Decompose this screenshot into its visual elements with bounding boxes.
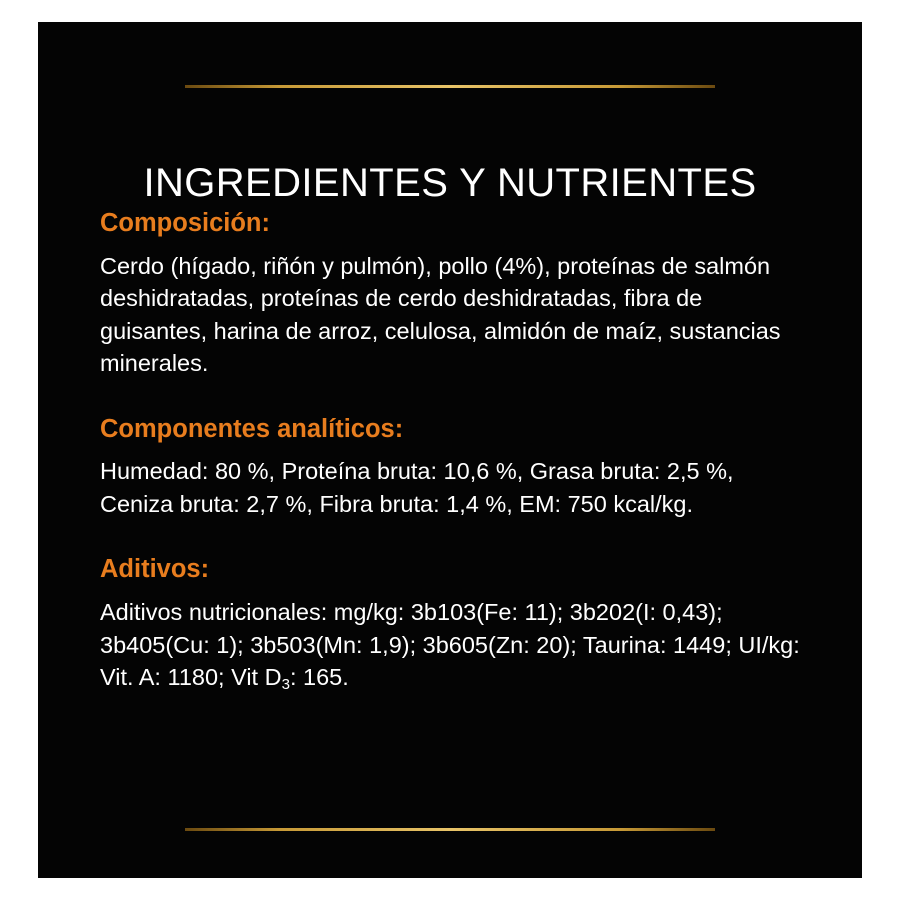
aditivos-text-part1: Aditivos nutricionales: mg/kg: 3b103(Fe: 11); 3b202(I: 0,43); 3b405(Cu: 1); 3b503(Mn: 1,9); 3b605(Zn: 20); Taurina: 1449; UI/kg: Vit. A: 1180; Vit D [100, 599, 800, 690]
section-aditivos [100, 554, 812, 696]
section-componentes-analiticos [100, 414, 812, 521]
ingredients-panel [38, 22, 862, 878]
section-heading-componentes-analiticos: Componentes analíticos: [100, 414, 404, 443]
aditivos-subscript: 3 [281, 676, 290, 694]
page-title: INGREDIENTES Y NUTRIENTES [143, 160, 757, 205]
section-body-composicion: Cerdo (hígado, riñón y pulmón), pollo (4%), proteínas de salmón deshidratadas, proteínas de cerdo deshidratadas, fibra de guisantes, harina de arroz, celulosa, almidón de maíz, sustancias minerales. [100, 252, 781, 377]
section-body-componentes-analiticos: Humedad: 80 %, Proteína bruta: 10,6 %, Grasa bruta: 2,5 %, Ceniza bruta: 2,7 %, Fibra bruta: 1,4 %, EM: 750 kcal/kg. [100, 458, 734, 517]
aditivos-text-part2: : 165. [289, 664, 349, 690]
section-body-aditivos [100, 596, 800, 696]
section-composicion [100, 208, 812, 380]
gold-divider-top [185, 85, 715, 88]
sections-container [100, 208, 812, 696]
section-heading-aditivos: Aditivos: [100, 555, 210, 584]
gold-divider-bottom [185, 828, 715, 831]
panel-inner [38, 22, 862, 878]
section-heading-composicion: Composición: [100, 209, 270, 237]
